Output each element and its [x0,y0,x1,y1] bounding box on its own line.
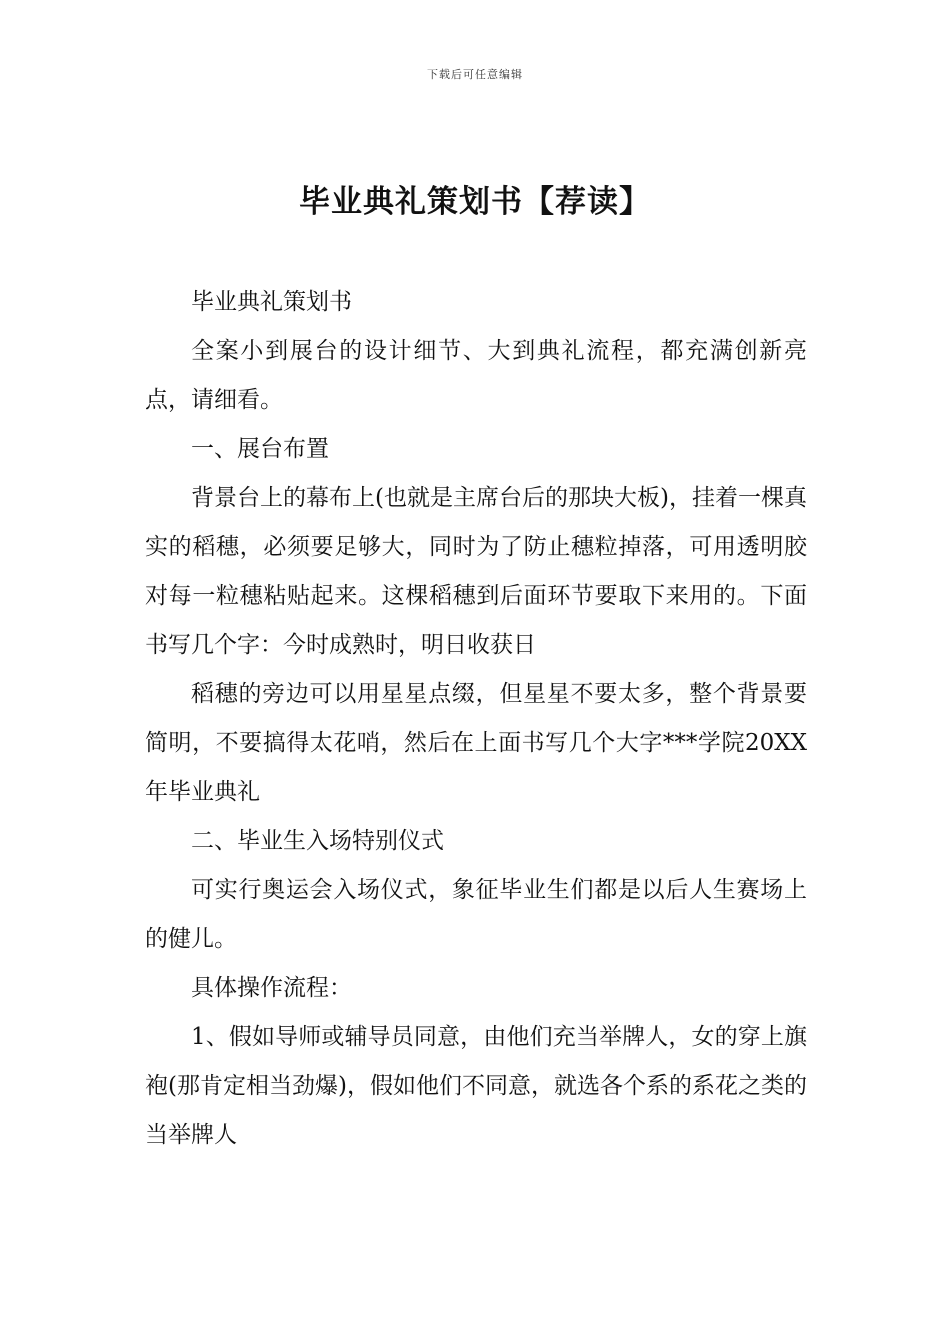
paragraph-stars-decoration: 稻穗的旁边可以用星星点缀，但星星不要太多，整个背景要简明，不要搞得太花哨，然后在上面书写几个大字***学院20XX年毕业典礼 [145,681,807,805]
header-note: 下载后可任意编辑 [427,68,523,81]
paragraph-olympic-style: 可实行奥运会入场仪式，象征毕业生们都是以后人生赛场上的健儿。 [145,877,807,952]
paragraph-intro-title: 毕业典礼策划书 [191,289,352,315]
paragraph-backdrop: 背景台上的幕布上(也就是主席台后的那块大板)，挂着一棵真实的稻穗，必须要足够大，同时为了防止穗粒掉落，可用透明胶对每一粒穗粘贴起来。这棵稻穗到后面环节要取下来用的。下面书写几个字：今时成熟时，明日收获日 [145,485,807,658]
paragraph-intro: 全案小到展台的设计细节、大到典礼流程，都充满创新亮点，请细看。 [145,338,807,413]
document-body [145,278,807,1160]
section-heading-booth-layout: 一、展台布置 [191,436,329,462]
paragraph-step-1: 1、假如导师或辅导员同意，由他们充当举牌人，女的穿上旗袍(那肯定相当劲爆)，假如他们不同意，就选各个系的系花之类的当举牌人 [145,1024,807,1148]
paragraph-procedure-label: 具体操作流程： [191,975,352,1001]
document-title: 毕业典礼策划书【荐读】 [299,184,651,220]
section-heading-entrance-ceremony: 二、毕业生入场特别仪式 [191,828,444,854]
